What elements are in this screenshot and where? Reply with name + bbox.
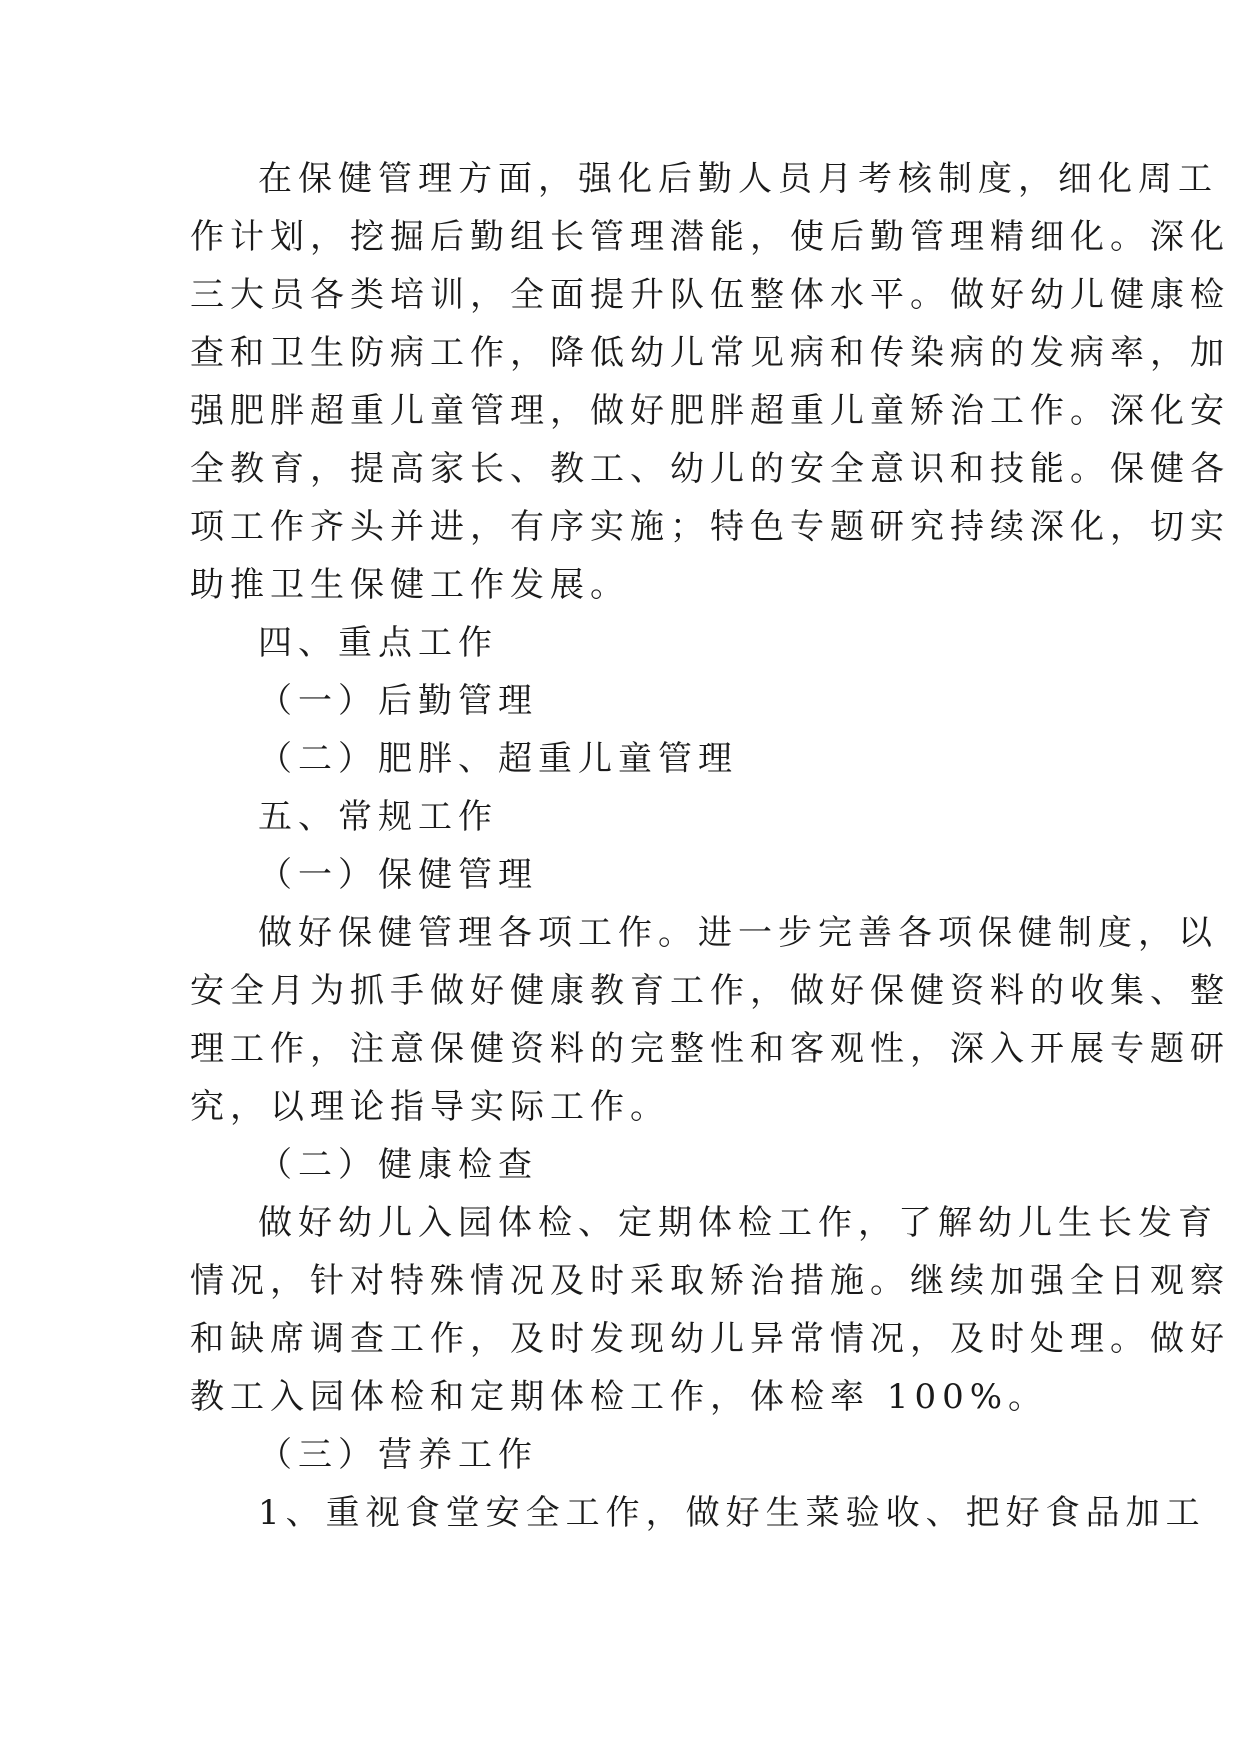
section-heading: 五、常规工作	[258, 797, 498, 837]
paragraph-line: 和缺席调查工作，及时发现幼儿异常情况，及时处理。做好	[190, 1319, 1230, 1359]
paragraph-line: 教工入园体检和定期体检工作，体检率 100%。	[190, 1377, 1049, 1417]
paragraph-line: 做好保健管理各项工作。进一步完善各项保健制度，以	[258, 913, 1218, 953]
paragraph-line: 作计划，挖掘后勤组长管理潜能，使后勤管理精细化。深化	[190, 217, 1230, 257]
paragraph-line: 情况，针对特殊情况及时采取矫治措施。继续加强全日观察	[190, 1261, 1230, 1301]
subsection-heading: （二）肥胖、超重儿童管理	[258, 739, 738, 779]
paragraph-line: 理工作，注意保健资料的完整性和客观性，深入开展专题研	[190, 1029, 1230, 1069]
section-heading: 四、重点工作	[258, 623, 498, 663]
paragraph-line: 三大员各类培训，全面提升队伍整体水平。做好幼儿健康检	[190, 275, 1230, 315]
subsection-heading: （一）后勤管理	[258, 681, 538, 721]
paragraph-line: 强肥胖超重儿童管理，做好肥胖超重儿童矫治工作。深化安	[190, 391, 1230, 431]
paragraph-line: 项工作齐头并进，有序实施；特色专题研究持续深化，切实	[190, 507, 1230, 547]
subsection-heading: （三）营养工作	[258, 1435, 538, 1475]
paragraph-line: 在保健管理方面，强化后勤人员月考核制度，细化周工	[258, 159, 1218, 199]
subsection-heading: （二）健康检查	[258, 1145, 538, 1185]
document-page	[190, 150, 1230, 1542]
paragraph-line: 做好幼儿入园体检、定期体检工作，了解幼儿生长发育	[258, 1203, 1218, 1243]
paragraph-line: 查和卫生防病工作，降低幼儿常见病和传染病的发病率，加	[190, 333, 1230, 373]
subsection-heading: （一）保健管理	[258, 855, 538, 895]
paragraph-line: 全教育，提高家长、教工、幼儿的安全意识和技能。保健各	[190, 449, 1230, 489]
paragraph-line: 1、重视食堂安全工作，做好生菜验收、把好食品加工	[258, 1493, 1206, 1533]
paragraph-line: 究，以理论指导实际工作。	[190, 1087, 670, 1127]
paragraph-line: 安全月为抓手做好健康教育工作，做好保健资料的收集、整	[190, 971, 1230, 1011]
paragraph-line: 助推卫生保健工作发展。	[190, 565, 630, 605]
